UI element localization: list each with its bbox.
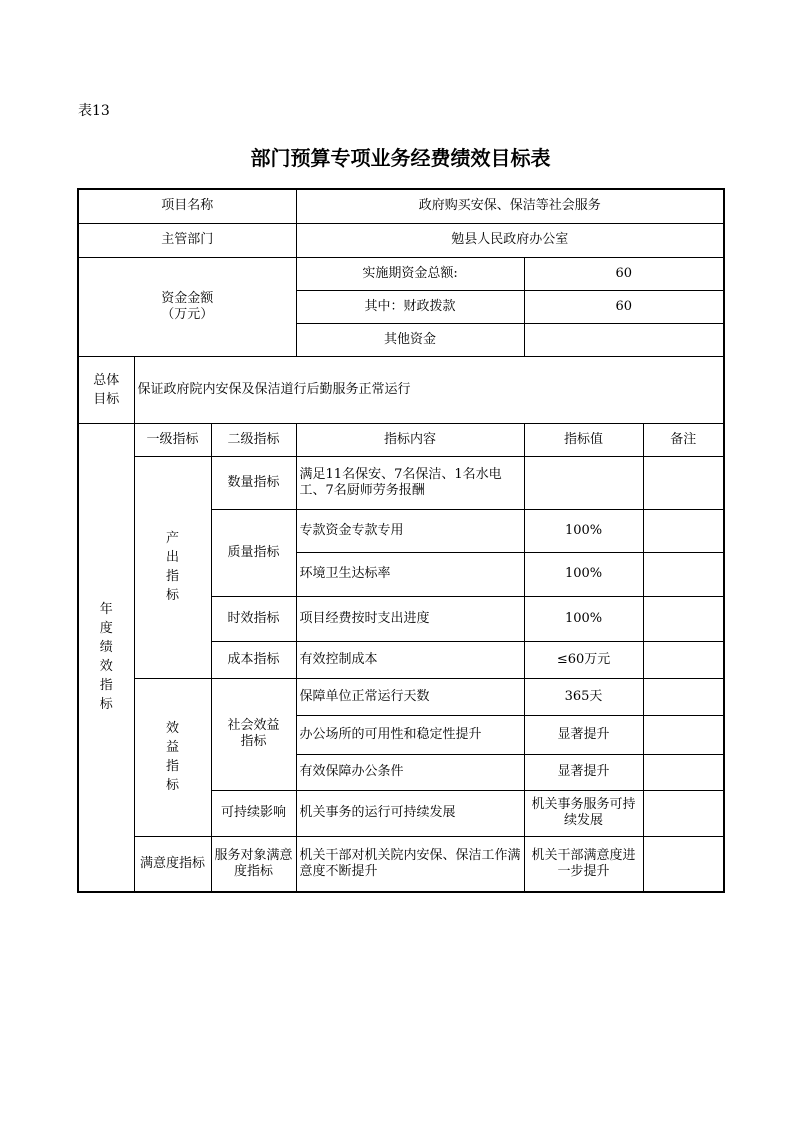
social-value-3: 显著提升 (524, 754, 643, 790)
overall-goal-value: 保证政府院内安保及保洁道行后勤服务正常运行 (134, 356, 724, 423)
funds-fiscal-label: 其中：财政拨款 (296, 290, 524, 323)
sustainable-value: 机关事务服务可持续发展 (524, 790, 643, 836)
header-level2: 二级指标 (211, 423, 296, 456)
funds-fiscal-value: 60 (524, 290, 724, 323)
table-number-label: 表13 (78, 103, 110, 119)
funds-label-line2: （万元） (161, 306, 214, 322)
quality-indicator-label: 质量指标 (211, 509, 296, 596)
timeliness-content: 项目经费按时支出进度 (296, 596, 524, 641)
project-name-value: 政府购买安保、保洁等社会服务 (296, 189, 724, 223)
quality-value-1: 100% (524, 509, 643, 552)
sustainable-content: 机关事务的运行可持续发展 (296, 790, 524, 836)
timeliness-value: 100% (524, 596, 643, 641)
header-level1: 一级指标 (134, 423, 211, 456)
cost-content: 有效控制成本 (296, 641, 524, 678)
header-content: 指标内容 (296, 423, 524, 456)
output-indicator-label: 产出指标 (134, 456, 211, 678)
social-value-2: 显著提升 (524, 715, 643, 754)
quantity-value (524, 456, 643, 509)
satisfaction-indicator-label: 满意度指标 (134, 836, 211, 892)
social-note-2 (643, 715, 724, 754)
quantity-note (643, 456, 724, 509)
satisfaction-note (643, 836, 724, 892)
funds-total-label: 实施期资金总额: (296, 257, 524, 290)
social-content-1: 保障单位正常运行天数 (296, 678, 524, 715)
satisfaction-sub-label: 服务对象满意度指标 (211, 836, 296, 892)
quality-note-1 (643, 509, 724, 552)
social-note-3 (643, 754, 724, 790)
project-name-label: 项目名称 (78, 189, 296, 223)
department-label: 主管部门 (78, 223, 296, 257)
indicator-header-row (78, 423, 724, 456)
quality-value-2: 100% (524, 552, 643, 596)
funds-label (78, 257, 296, 356)
timeliness-indicator-label: 时效指标 (211, 596, 296, 641)
header-note: 备注 (643, 423, 724, 456)
overall-goal-label: 总体目标 (78, 356, 134, 423)
funds-other-value (524, 323, 724, 356)
cost-value: ≤60万元 (524, 641, 643, 678)
social-value-1: 365天 (524, 678, 643, 715)
benefit-indicator-label: 效益指标 (134, 678, 211, 836)
satisfaction-value: 机关干部满意度进一步提升 (524, 836, 643, 892)
funds-label-line1: 资金金额 (161, 290, 214, 306)
table-row (78, 678, 724, 715)
table-row (78, 836, 724, 892)
social-content-2: 办公场所的可用性和稳定性提升 (296, 715, 524, 754)
timeliness-note (643, 596, 724, 641)
sustainable-indicator-label: 可持续影响 (211, 790, 296, 836)
department-value: 勉县人民政府办公室 (296, 223, 724, 257)
quality-content-2: 环境卫生达标率 (296, 552, 524, 596)
table-row (78, 456, 724, 509)
quality-note-2 (643, 552, 724, 596)
page-title: 部门预算专项业务经费绩效目标表 (250, 146, 551, 170)
satisfaction-content: 机关干部对机关院内安保、保洁工作满意度不断提升 (296, 836, 524, 892)
funds-other-label: 其他资金 (296, 323, 524, 356)
project-name-row (78, 189, 724, 223)
quantity-content: 满足11名保安、7名保洁、1名水电工、7名厨师劳务报酬 (296, 456, 524, 509)
funds-total-value: 60 (524, 257, 724, 290)
cost-note (643, 641, 724, 678)
funds-row (78, 257, 724, 290)
social-content-3: 有效保障办公条件 (296, 754, 524, 790)
cost-indicator-label: 成本指标 (211, 641, 296, 678)
performance-goal-table (77, 188, 725, 893)
department-row (78, 223, 724, 257)
annual-indicator-label: 年度绩效指标 (78, 423, 134, 892)
overall-goal-row (78, 356, 724, 423)
social-benefit-label: 社会效益指标 (211, 678, 296, 790)
header-value: 指标值 (524, 423, 643, 456)
quality-content-1: 专款资金专款专用 (296, 509, 524, 552)
quantity-indicator-label: 数量指标 (211, 456, 296, 509)
sustainable-note (643, 790, 724, 836)
social-note-1 (643, 678, 724, 715)
